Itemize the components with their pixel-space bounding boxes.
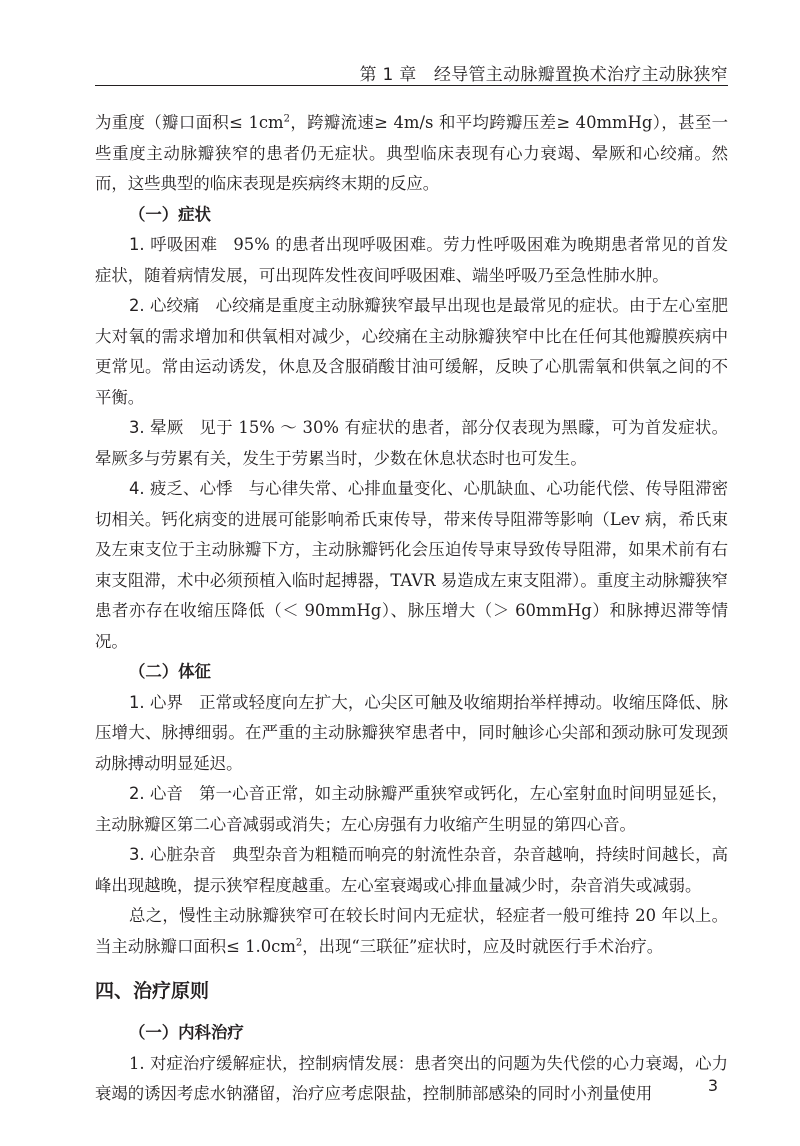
page-body — [95, 108, 728, 1110]
page-number: 3 — [707, 1076, 718, 1095]
header-rule — [95, 85, 728, 86]
symptom-syncope: 3. 晕厥 见于 15% ～ 30% 有症状的患者，部分仅表现为黑矇，可为首发症状。晕厥多与劳累有关，发生于劳累当时，少数在休息状态时也可发生。 — [95, 418, 728, 468]
intro-paragraph: 为重度（瓣口面积≤ $1cm^2$，跨瓣流速≥ 4m/s 和平均跨瓣压差≥ 40mmHg），甚至一些重度主动脉瓣狭窄的患者仍无症状。典型临床表现有心力衰竭、晕厥和心绞痛。然而，这些典型的临床表现是疾病终末期的反应。 — [95, 113, 729, 193]
summary-paragraph: 总之，慢性主动脉瓣狭窄可在较长时间内无症状，轻症者一般可维持 20 年以上。当主动脉瓣口面积≤ $1.0cm^2$，出现“三联征”症状时，应及时就医行手术治疗。 — [95, 906, 728, 956]
symptom-dyspnea: 1. 呼吸困难 95% 的患者出现呼吸困难。劳力性呼吸困难为晚期患者常见的首发症状，随着病情发展，可出现阵发性夜间呼吸困难、端坐呼吸乃至急性肺水肿。 — [95, 235, 729, 285]
running-header — [95, 52, 728, 86]
symptoms-heading: （一）症状 — [129, 204, 211, 224]
sign-cardiac-border: 1. 心界 正常或轻度向左扩大，心尖区可触及收缩期抬举样搏动。收缩压降低、脉压增大、脉搏细弱。在严重的主动脉瓣狭窄患者中，同时触诊心尖部和颈动脉可发现颈动脉搏动明显延迟。 — [95, 692, 728, 773]
symptom-fatigue: 4. 疲乏、心悸 与心律失常、心排血量变化、心肌缺血、心功能代偿、传导阻滞密切相关。钙化病变的进展可能影响希氏束传导，带来传导阻滞等影响（Lev 病，希氏束及左束支位于主动脉瓣下方，主动脉瓣钙化会压迫传导束导致传导阻滞，如果术前有右束支阻滞，术中必须预植入临时起搏器，TAVR 易造成左束支阻滞）。重度主动脉瓣狭窄患者亦存在收缩压降低（＜ 90mmHg）、脉压增大（＞ 60mmHg）和脉搏迟滞等情况。 — [95, 479, 729, 651]
sign-heart-sounds: 2. 心音 第一心音正常，如主动脉瓣严重狭窄或钙化，左心室射血时间明显延长，主动脉瓣区第二心音减弱或消失；左心房强有力收缩产生明显的第四心音。 — [95, 784, 728, 834]
medical-treatment-heading: （一）内科治疗 — [129, 1023, 244, 1042]
chapter-title: 第 1 章 经导管主动脉瓣置换术治疗主动脉狭窄 — [359, 65, 728, 85]
sign-murmur: 3. 心脏杂音 典型杂音为粗糙而响亮的射流性杂音，杂音越响，持续时间越长，高峰出现越晚，提示狭窄程度越重。左心室衰竭或心排血量减少时，杂音消失或减弱。 — [95, 845, 729, 895]
treatment-heading: 四、治疗原则 — [95, 980, 210, 1002]
symptom-angina: 2. 心绞痛 心绞痛是重度主动脉瓣狭窄最早出现也是最常见的症状。由于左心室肥大对氧的需求增加和供氧相对减少，心绞痛在主动脉瓣狭窄中比在任何其他瓣膜疾病中更常见。常由运动诱发，休息及含服硝酸甘油可缓解，反映了心肌需氧和供氧之间的不平衡。 — [95, 296, 728, 407]
signs-heading: （二）体征 — [129, 662, 211, 681]
treatment-paragraph: 1. 对症治疗缓解症状，控制病情发展：患者突出的问题为失代偿的心力衰竭，心力衰竭的诱因考虑水钠潴留，治疗应考虑限盐，控制肺部感染的同时小剂量使用 — [95, 1053, 728, 1103]
